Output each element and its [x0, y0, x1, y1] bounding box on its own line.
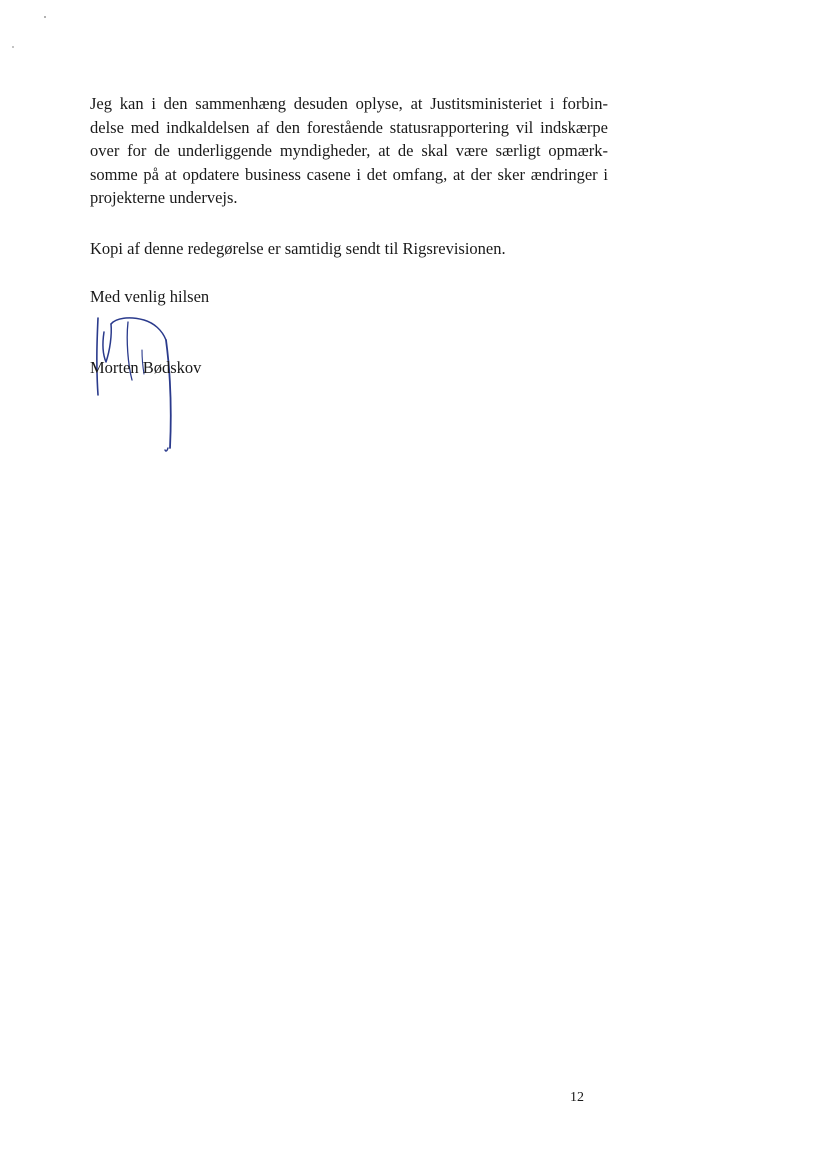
paragraph-line: delse med indkaldelsen af den forestående statusrapportering vil indskærpe	[90, 117, 608, 137]
scan-speck	[44, 16, 46, 18]
paragraph-line: somme på at opdatere business casene i det omfang, at der sker ændringer i	[90, 164, 608, 184]
scan-speck	[12, 46, 14, 48]
signer-name: Morten Bødskov	[90, 358, 202, 377]
body-paragraph-2: Kopi af denne redegørelse er samtidig sendt til Rigsrevisionen.	[90, 239, 506, 258]
page-number: 12	[570, 1090, 584, 1105]
handwritten-signature	[84, 310, 194, 460]
paragraph-line: over for de underliggende myndigheder, at de skal være særligt opmærk-	[90, 141, 608, 160]
body-paragraph-1	[90, 92, 608, 210]
closing-salutation: Med venlig hilsen	[90, 287, 210, 306]
paragraph-line: Jeg kan i den sammenhæng desuden oplyse, at Justitsministeriet i forbin-	[90, 94, 608, 113]
paragraph-line: projekterne undervejs.	[90, 188, 238, 207]
